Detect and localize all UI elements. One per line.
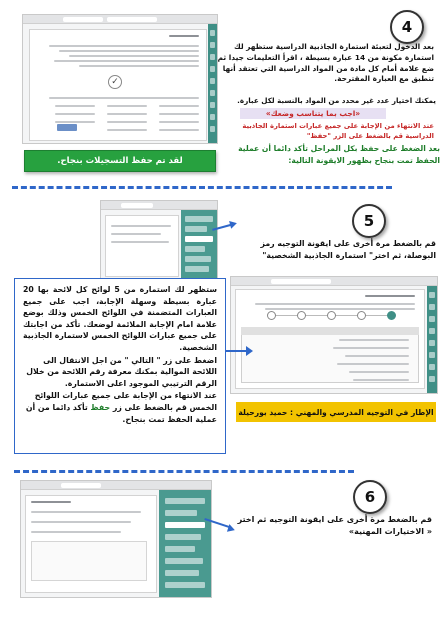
step-number-6: 6 [353, 480, 387, 514]
save-word: حفظ [90, 402, 111, 412]
step6-instruction: قم بالضغط مرة أخرى على ايقونة التوجيه ثم اختر « الاختيارات المهنية» [237, 515, 432, 536]
arrow-head-icon [227, 524, 236, 534]
arrow-icon [226, 350, 248, 352]
author-banner [236, 402, 436, 422]
step-number-5: 5 [352, 204, 386, 238]
step4-green-note: بعد الضغط على حفظ بكل المراحل تأكد دائما أن عملية الحفظ تمت بنجاح بظهور الايقونة التالية: [238, 144, 440, 165]
step5-instruction: قم بالضغط مرة أخرى على ايقونة التوجيه رمز البوصلة، ثم اختر" استمارة الجاذبية الشخصية" [260, 239, 436, 260]
success-banner [24, 150, 216, 172]
step5-explanation-box [14, 278, 226, 454]
arrow-head-icon [229, 219, 238, 229]
arrow-head-icon [246, 346, 253, 356]
step5-next-instruction: اضغط على زر " التالي " من اجل الانتقال الى اللائحة الموالية بمكنك معرفة رقم اللائحة من خلال الرقم الترتيبي الموجود اعلى الاستمارة. [26, 355, 217, 388]
separator-dashed-2 [14, 470, 354, 473]
step4-red-note: عند الانتهاء من الإجابة على جميع عبارات استمارة الجاذبية الدراسية قم بالضغط على الزر "حفظ" [242, 122, 434, 140]
step-number-4: 4 [390, 10, 424, 44]
save-instruction-suffix: تأكد دائما من أن عملية الحفظ تمت بنجاح. [25, 402, 217, 424]
check-icon: ✓ [108, 75, 122, 89]
screenshot-orientation-menu [100, 200, 218, 282]
save-instruction-prefix: عند الانتهاء من الإجابة على جميع عبارات اللوائح الخمس قم بالضغط على زر [34, 391, 217, 412]
screenshot-personal-gravity-form [230, 276, 438, 394]
save-button-mock [57, 124, 77, 131]
step5-explanation: ستظهر لك استمارة من 5 لوائح كل لائحة بها 20 عبارة بسيطة وسهلة الإجابة، اجب على جميع العبارات المتضمنة في اللوائح الخمس وذلك بوضع علامة امام الإجابة الملائمة لوضعك. تأكد من اجابتك على جميع عبارات اللوائح الخمس لاستمارة الجاذبية الشخصية. [23, 285, 217, 352]
step4-line-b: يمكنك اختيار عدد غير محدد من المواد بالنسبة لكل عبارة. [237, 96, 436, 105]
success-banner-text: لقد تم حفظ التسجيلات بنجاح. [57, 156, 183, 166]
step4-main-text: بعد الدخول لتعبئة استمارة الجاذبية الدراسية ستظهر لك استمارة مكونة من 14 عبارة بسيطة ، اقرأ التعليمات جيدا ثم ضع علامة أمام كل مادة من المواد الدراسية التي تعتقد أنها تنطبق مع العبارة المقترحة. [217, 42, 434, 84]
screenshot-career-choices [20, 480, 212, 598]
step4-highlight: «اجب بما يتناسب وضعك» [240, 108, 386, 119]
author-banner-text: الإطار في التوجيه المدرسي والمهني : حميد بورحيلة [238, 407, 434, 417]
step5-save-instruction [23, 390, 217, 425]
screenshot-gravity-form [22, 14, 218, 144]
separator-dashed-1 [12, 186, 392, 189]
